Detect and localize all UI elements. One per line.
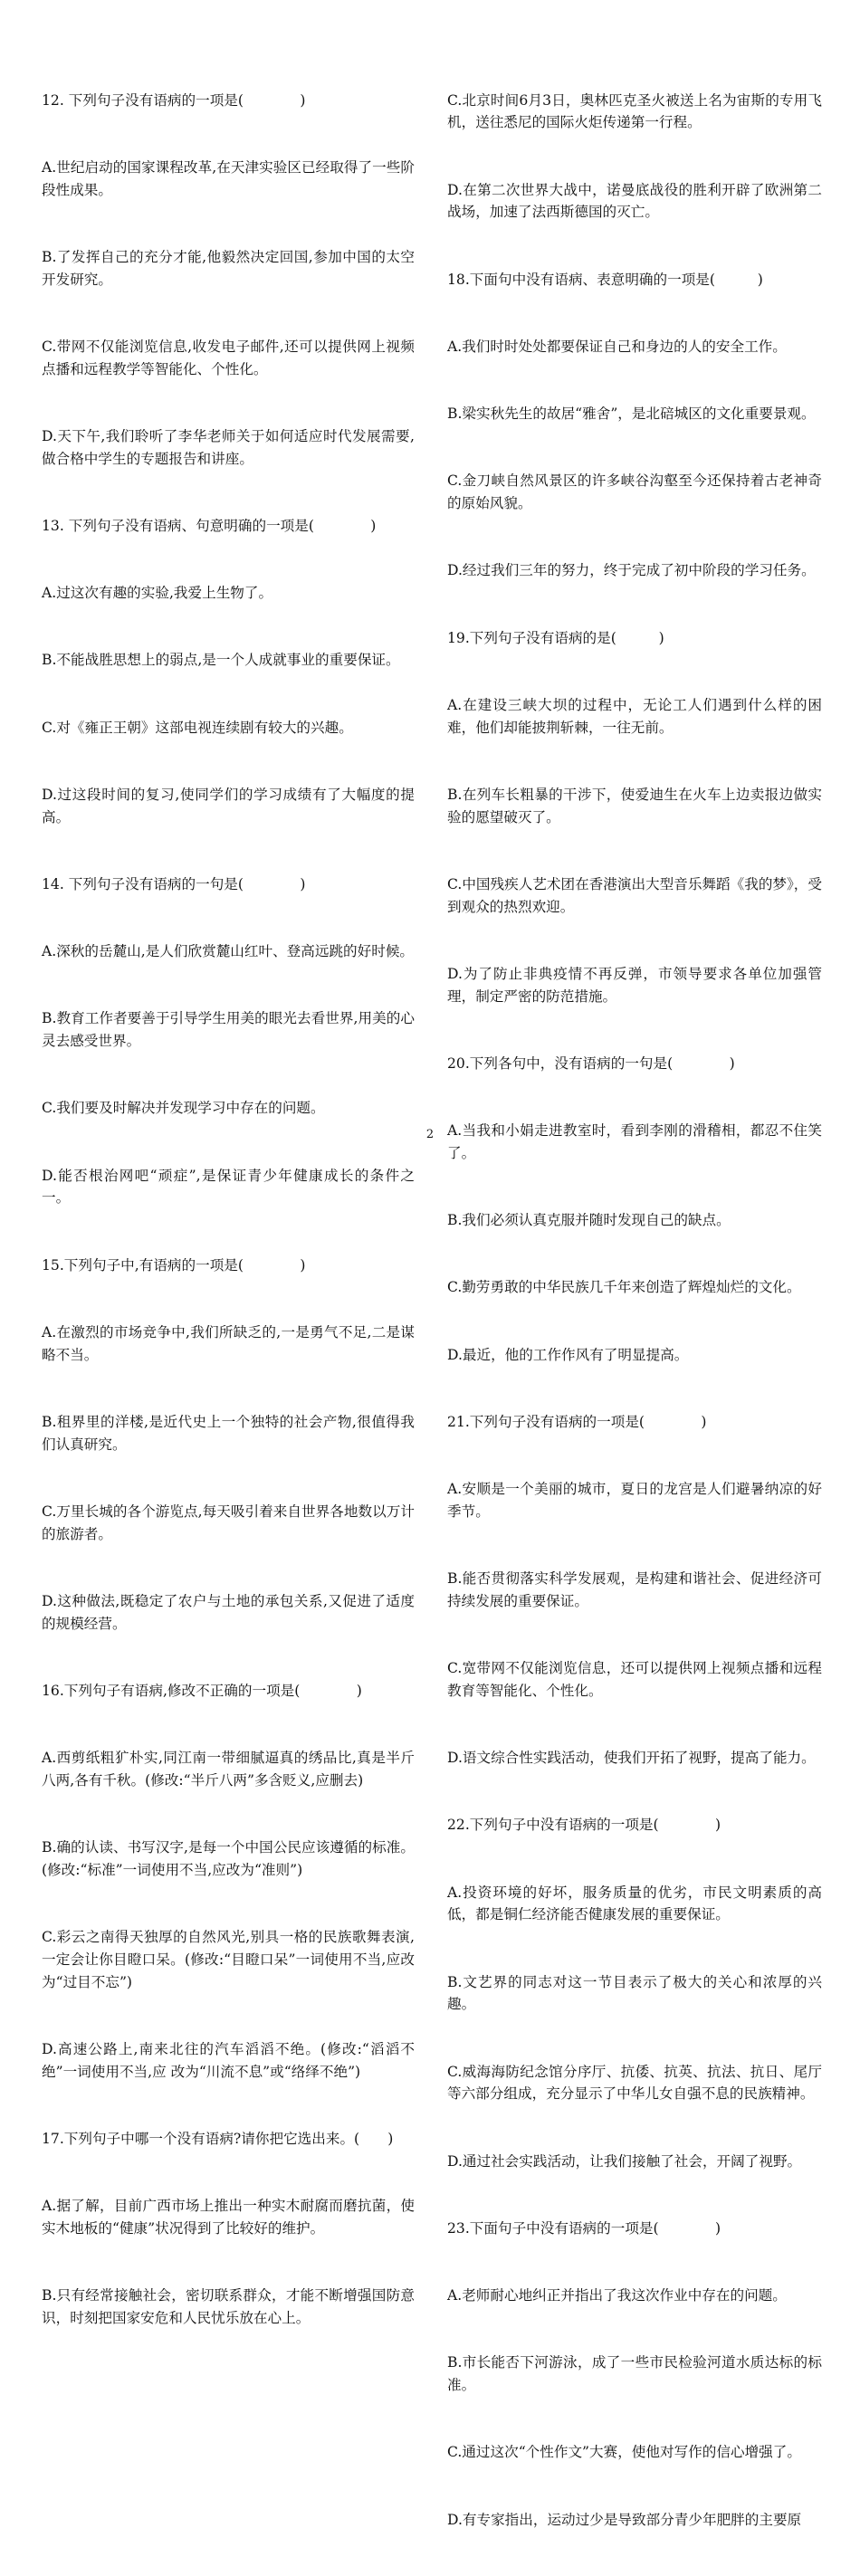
question-13-option-a: A.过这次有趣的实验,我爱上生物了。 <box>42 585 273 601</box>
question-20-option-d: D.最近，他的工作作风有了明显提高。 <box>447 1346 689 1363</box>
question-20-stem: 20.下列各句中，没有语病的一句是( ) <box>447 1054 735 1072</box>
question-21-option-d: D.语文综合性实践活动，使我们开拓了视野，提高了能力。 <box>447 1750 816 1766</box>
question-16-option-b: B.确的认读、书写汉字,是每一个中国公民应该遵循的标准。(修改:“标准”一词使用不当,应改为“准则”) <box>42 1839 415 1878</box>
question-18-stem: 18.下面句中没有语病、表意明确的一项是( ) <box>447 271 763 288</box>
question-17-option-b: B.只有经常接触社会，密切联系群众，才能不断增强国防意识，时刻把国家安危和人民忧乐放在心上。 <box>42 2287 415 2326</box>
question-12-option-a: A.世纪启动的国家课程改革,在天津实验区已经取得了一些阶段性成果。 <box>42 158 415 198</box>
question-22-option-b: B.文艺界的同志对这一节目表示了极大的关心和浓厚的兴趣。 <box>447 1973 822 2013</box>
question-16-option-a: A.西剪纸粗犷朴实,同江南一带细腻逼真的绣品比,真是半斤八两,各有千秋。(修改:“半斤八两”多含贬义,应删去) <box>42 1750 415 1789</box>
question-15-stem: 15.下列句子中,有语病的一项是( ) <box>42 1256 306 1274</box>
question-18-option-c: C.金刀峡自然风景区的许多峡谷沟壑至今还保持着古老神奇的原始风貌。 <box>447 472 822 511</box>
right-column <box>447 44 822 2576</box>
question-16-option-d: D.高速公路上,南来北往的汽车滔滔不绝。(修改:“滔滔不绝”一词使用不当,应 改为“川流不息”或“络绎不绝”) <box>42 2040 415 2080</box>
question-18-option-b: B.梁实秋先生的故居“雅舍”，是北碚城区的文化重要景观。 <box>447 405 816 422</box>
question-21-stem: 21.下列句子没有语病的一项是( ) <box>447 1413 707 1430</box>
left-column <box>42 44 415 2374</box>
question-23-option-a: A.老师耐心地纠正并指出了我这次作业中存在的问题。 <box>447 2287 787 2304</box>
question-18-option-d: D.经过我们三年的努力，终于完成了初中阶段的学习任务。 <box>447 562 816 579</box>
question-22-option-a: A.投资环境的好坏，服务质量的优劣，市民文明素质的高低，都是铜仁经济能否健康发展的重要保证。 <box>447 1884 822 1923</box>
question-14-stem: 14. 下列句子没有语病的一句是( ) <box>42 875 306 892</box>
question-15-option-a: A.在激烈的市场竞争中,我们所缺乏的,一是勇气不足,二是谋略不当。 <box>42 1323 415 1363</box>
question-21-option-b: B.能否贯彻落实科学发展观，是构建和谐社会、促进经济可持续发展的重要保证。 <box>447 1570 822 1609</box>
question-15-option-b: B.租界里的洋楼,是近代史上一个独特的社会产物,很值得我们认真研究。 <box>42 1413 415 1453</box>
question-17-option-d: D.在第二次世界大战中，诺曼底战役的胜利开辟了欧洲第二战场，加速了法西斯德国的灭亡。 <box>447 181 822 221</box>
question-17-stem: 17.下列句子中哪一个没有语病?请你把它选出来。( ) <box>42 2130 394 2147</box>
question-19-stem: 19.下列句子没有语病的是( ) <box>447 629 664 646</box>
question-21-option-a: A.安顺是一个美丽的城市，夏日的龙宫是人们避暑纳凉的好季节。 <box>447 1481 822 1520</box>
question-17-option-a: A.据了解，目前广西市场上推出一种实木耐腐而磨抗菌，使实木地板的“健康”状况得到了比较好的维护。 <box>42 2198 415 2237</box>
question-19-option-b: B.在列车长粗暴的干涉下，使爱迪生在火车上边卖报边做实验的愿望破灭了。 <box>447 786 822 825</box>
question-15-option-d: D.这种做法,既稳定了农户与土地的承包关系,又促进了适度的规模经营。 <box>42 1592 415 1632</box>
question-19-option-d: D.为了防止非典疫情不再反弹，市领导要求各单位加强管理，制定严密的防范措施。 <box>447 965 822 1005</box>
question-22-option-d: D.通过社会实践活动，让我们接触了社会，开阔了视野。 <box>447 2152 802 2170</box>
question-13-option-d: D.过这段时间的复习,使同学们的学习成绩有了大幅度的提高。 <box>42 786 415 825</box>
question-14-option-d: D.能否根治网吧“顽症”,是保证青少年健康成长的条件之一。 <box>42 1167 415 1207</box>
question-14-option-c: C.我们要及时解决并发现学习中存在的问题。 <box>42 1100 325 1117</box>
question-17-option-c: C.北京时间6月3日，奥林匹克圣火被送上名为宙斯的专用飞机，送往悉尼的国际火炬传递第一行程。 <box>447 91 822 131</box>
question-23-option-c: C.通过这次“个性作文”大赛，使他对写作的信心增强了。 <box>447 2444 801 2461</box>
question-19-option-a: A.在建设三峡大坝的过程中，无论工人们遇到什么样的困难，他们却能披荆斩棘，一往无前。 <box>447 696 822 736</box>
question-12-option-c: C.带网不仅能浏览信息,收发电子邮件,还可以提供网上视频点播和远程教学等智能化、个性化。 <box>42 338 415 377</box>
question-22-stem: 22.下列句子中没有语病的一项是( ) <box>447 1817 721 1834</box>
question-20-option-c: C.勤劳勇敢的中华民族几千年来创造了辉煌灿烂的文化。 <box>447 1279 801 1296</box>
question-12-stem: 12. 下列句子没有语病的一项是( ) <box>42 91 306 109</box>
question-23-option-d: D.有专家指出，运动过少是导致部分青少年肥胖的主要原 <box>447 2511 802 2528</box>
question-21-option-c: C.宽带网不仅能浏览信息，还可以提供网上视频点播和远程教育等智能化、个性化。 <box>447 1660 822 1699</box>
question-15-option-c: C.万里长城的各个游览点,每天吸引着来自世界各地数以万计的旅游者。 <box>42 1503 415 1542</box>
page-number: 2 <box>425 1128 435 1141</box>
question-13-stem: 13. 下列句子没有语病、句意明确的一项是( ) <box>42 517 377 534</box>
question-13-option-c: C.对《雍正王朝》这部电视连续剧有较大的兴趣。 <box>42 719 353 736</box>
question-20-option-b: B.我们必须认真克服并随时发现自己的缺点。 <box>447 1212 731 1228</box>
question-16-option-c: C.彩云之南得天独厚的自然风光,别具一格的民族歌舞表演,一定会让你目瞪口呆。(修改:“目瞪口呆”一词使用不当,应改为“过目不忘”) <box>42 1929 415 1990</box>
question-12-option-d: D.天下午,我们聆听了李华老师关于如何适应时代发展需要,做合格中学生的专题报告和讲座。 <box>42 427 415 467</box>
question-23-option-b: B.市长能否下河游泳，成了一些市民检验河道水质达标的标准。 <box>447 2354 822 2393</box>
question-14-option-a: A.深秋的岳麓山,是人们欣赏麓山红叶、登高远跳的好时候。 <box>42 943 415 959</box>
question-20-option-a: A.当我和小娟走进教室时，看到李刚的滑稽相，都忍不住笑了。 <box>447 1122 822 1161</box>
question-18-option-a: A.我们时时处处都要保证自己和身边的人的安全工作。 <box>447 338 787 355</box>
question-12-option-b: B.了发挥自己的充分才能,他毅然决定回国,参加中国的太空开发研究。 <box>42 248 415 288</box>
question-13-option-b: B.不能战胜思想上的弱点,是一个人成就事业的重要保证。 <box>42 652 400 669</box>
question-19-option-c: C.中国残疾人艺术团在香港演出大型音乐舞蹈《我的梦》，受到观众的热烈欢迎。 <box>447 875 822 915</box>
question-23-stem: 23.下面句子中没有语病的一项是( ) <box>447 2219 721 2237</box>
question-22-option-c: C.威海海防纪念馆分序厅、抗倭、抗英、抗法、抗日、尾厅等六部分组成，充分显示了中华儿女自强不息的民族精神。 <box>447 2063 822 2103</box>
question-14-option-b: B.教育工作者要善于引导学生用美的眼光去看世界,用美的心灵去感受世界。 <box>42 1010 415 1049</box>
question-16-stem: 16.下列句子有语病,修改不正确的一项是( ) <box>42 1682 362 1699</box>
